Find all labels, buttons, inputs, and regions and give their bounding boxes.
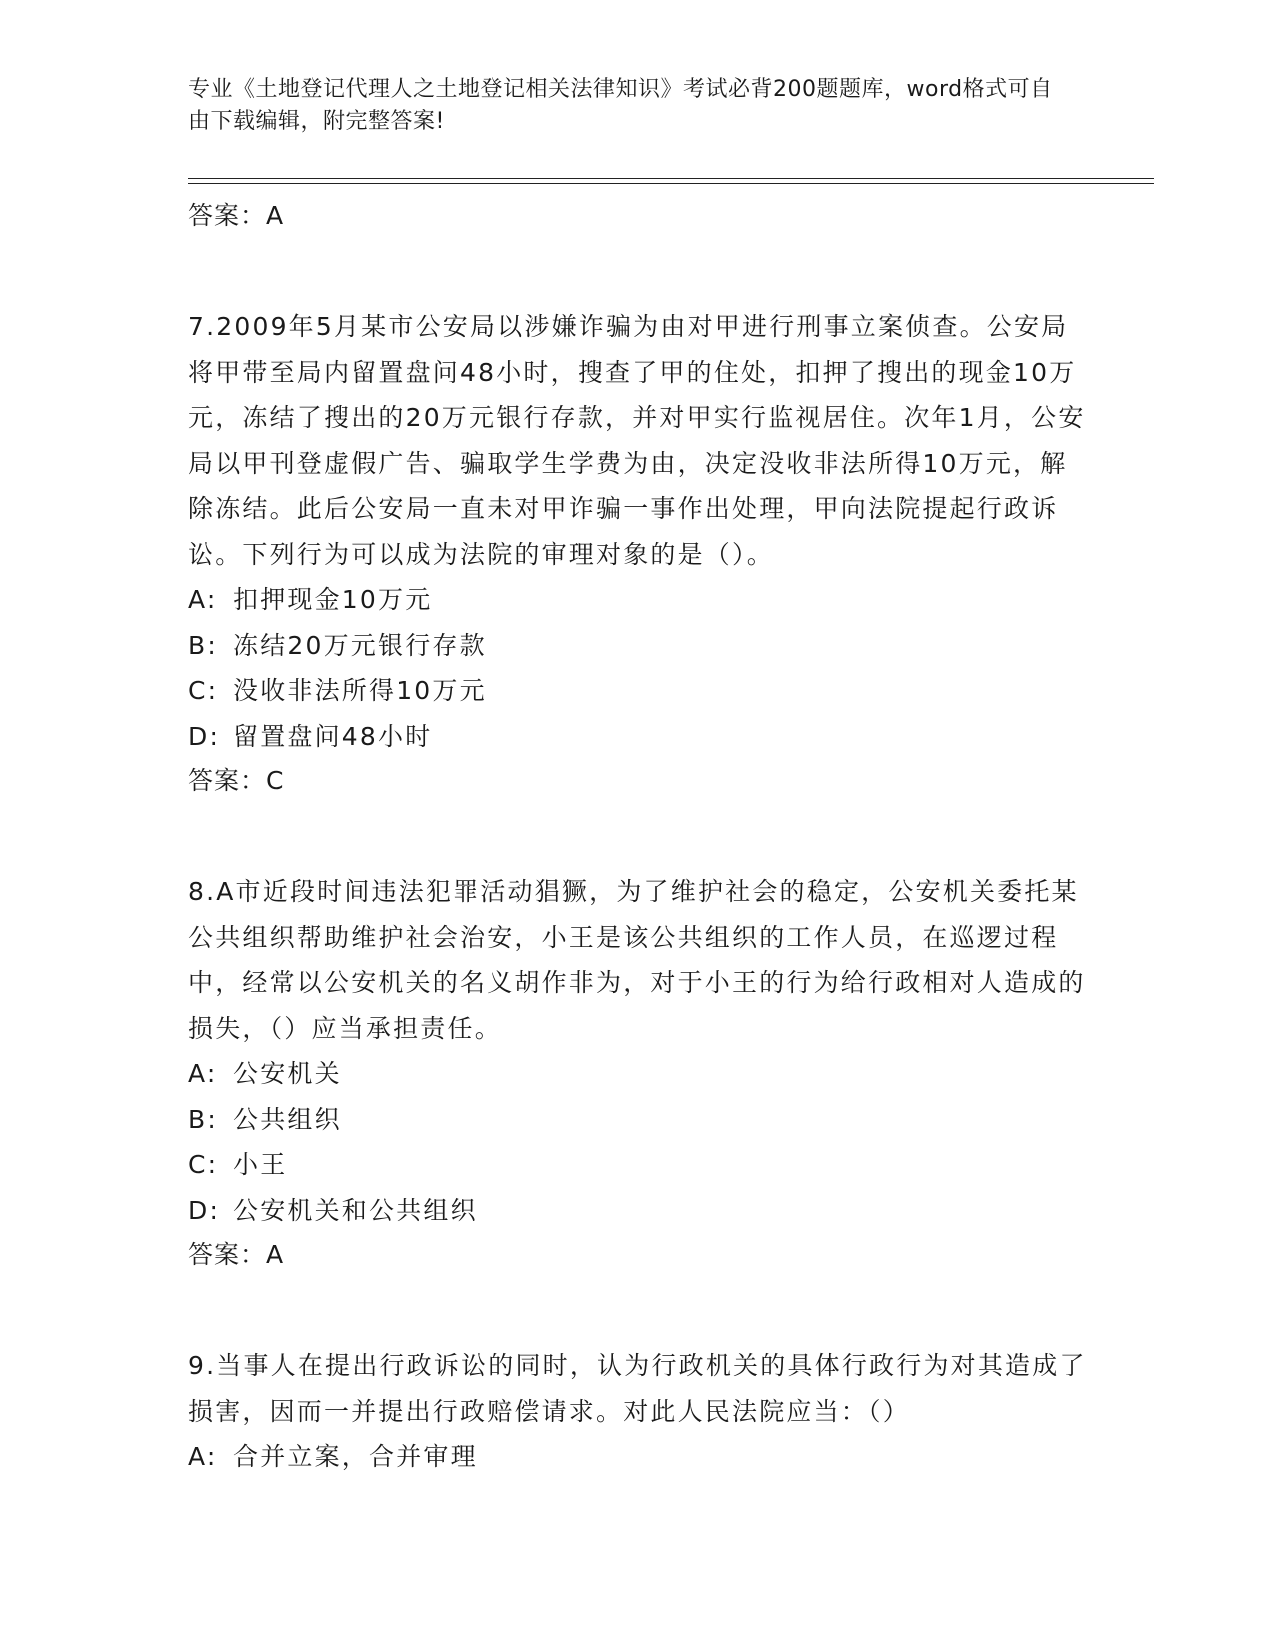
option-a xyxy=(188,1051,1088,1097)
option-c xyxy=(188,1142,1088,1188)
question-text: 9.当事人在提出行政诉讼的同时，认为行政机关的具体行政行为对其造成了损害，因而一并提出行政赔偿请求。对此人民法院应当：（） xyxy=(188,1351,1087,1426)
question-block-8 xyxy=(188,869,1088,1273)
option-letter: C: xyxy=(188,676,219,705)
option-letter: B: xyxy=(188,630,218,660)
option-letter: A: xyxy=(188,1059,218,1088)
document-body xyxy=(188,192,1088,1480)
question-block-7 xyxy=(188,304,1088,799)
answer-line: 答案：A xyxy=(188,201,285,230)
option-text: 没收非法所得10万元 xyxy=(233,676,487,705)
option-text: 公共组织 xyxy=(233,1104,342,1134)
option-text: 合并立案，合并审理 xyxy=(233,1442,478,1471)
option-text: 公安机关 xyxy=(233,1059,342,1088)
option-letter: A: xyxy=(188,1442,218,1471)
question-text: 8.A市近段时间违法犯罪活动猖獗，为了维护社会的稳定，公安机关委托某公共组织帮助维护社会治安，小王是该公共组织的工作人员，在巡逻过程中，经常以公安机关的名义胡作非为，对于小王的行为给行政相对人造成的损失，（）应当承担责任。 xyxy=(188,877,1086,1043)
answer-line: 答案：C xyxy=(188,766,285,795)
option-text: 冻结20万元银行存款 xyxy=(233,630,487,660)
option-text: 小王 xyxy=(233,1150,288,1179)
option-b xyxy=(188,1097,1088,1143)
question-text: 7.2009年5月某市公安局以涉嫌诈骗为由对甲进行刑事立案侦查。公安局将甲带至局内留置盘问48小时，搜查了甲的住处，扣押了搜出的现金10万元，冻结了搜出的20万元银行存款，并对甲实行监视居住。次年1月，公安局以甲刊登虚假广告、骗取学生学费为由，决定没收非法所得10万元，解除冻结。此后公安局一直未对甲诈骗一事作出处理，甲向法院提起行政诉讼。下列行为可以成为法院的审理对象的是（）。 xyxy=(188,312,1086,569)
option-letter: C: xyxy=(188,1150,219,1179)
option-c xyxy=(188,668,1088,714)
question-block-9 xyxy=(188,1343,1088,1480)
document-header: 专业《土地登记代理人之土地登记相关法律知识》考试必背200题题库，word格式可自由下载编辑，附完整答案! xyxy=(188,77,1053,134)
option-letter: D: xyxy=(188,721,221,751)
header-divider-bottom xyxy=(188,183,1154,184)
option-text: 公安机关和公共组织 xyxy=(233,1195,478,1225)
option-d xyxy=(188,1188,1088,1234)
answer-line: 答案：A xyxy=(188,1240,285,1269)
option-b xyxy=(188,623,1088,669)
option-letter: A: xyxy=(188,585,218,614)
option-a xyxy=(188,1434,1088,1480)
option-text: 留置盘问48小时 xyxy=(233,721,433,751)
option-letter: B: xyxy=(188,1104,218,1134)
option-a xyxy=(188,577,1088,623)
option-d xyxy=(188,714,1088,760)
option-text: 扣押现金10万元 xyxy=(233,585,433,614)
option-letter: D: xyxy=(188,1195,221,1225)
header-divider-top xyxy=(188,178,1154,179)
